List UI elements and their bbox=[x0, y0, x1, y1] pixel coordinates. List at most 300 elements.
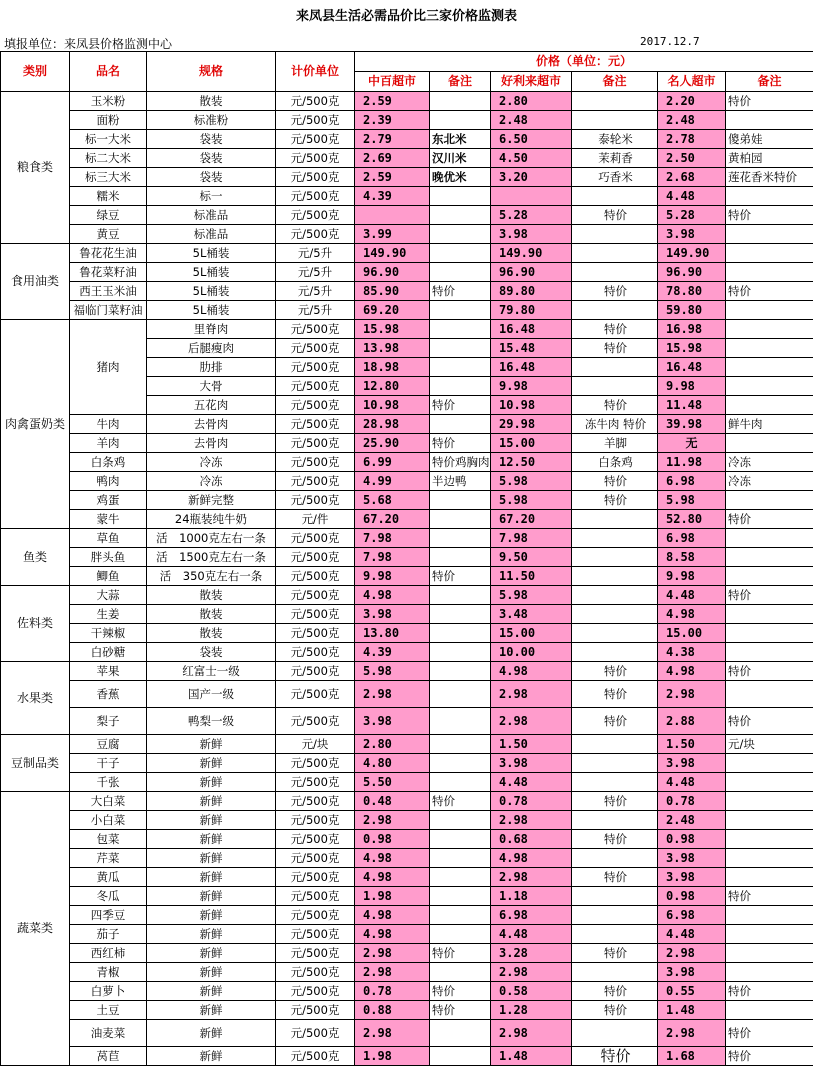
note-store1 bbox=[430, 92, 491, 111]
note-store2 bbox=[572, 510, 658, 529]
table-row bbox=[1, 925, 813, 944]
price-store1: 7.98 bbox=[355, 548, 430, 567]
note-store3: 冷冻 bbox=[726, 472, 813, 491]
item-spec: 新鲜 bbox=[147, 830, 276, 849]
note-store1 bbox=[430, 963, 491, 982]
header-unit: 计价单位 bbox=[276, 52, 355, 92]
item-unit: 元/500克 bbox=[276, 708, 355, 735]
note-store3: 莲花香米特价 bbox=[726, 168, 813, 187]
table-row bbox=[1, 906, 813, 925]
note-store1 bbox=[430, 925, 491, 944]
price-store1: 2.69 bbox=[355, 149, 430, 168]
item-spec: 散装 bbox=[147, 624, 276, 643]
price-store3: 2.98 bbox=[658, 681, 726, 708]
price-store2: 5.98 bbox=[491, 491, 572, 510]
note-store3: 特价 bbox=[726, 708, 813, 735]
note-store2 bbox=[572, 887, 658, 906]
item-unit: 元/500克 bbox=[276, 168, 355, 187]
price-store1: 18.98 bbox=[355, 358, 430, 377]
price-store3: 16.48 bbox=[658, 358, 726, 377]
item-spec: 散装 bbox=[147, 605, 276, 624]
item-spec: 新鲜 bbox=[147, 792, 276, 811]
item-unit: 元/500克 bbox=[276, 472, 355, 491]
item-unit: 元/500克 bbox=[276, 925, 355, 944]
price-store1: 3.98 bbox=[355, 605, 430, 624]
table-row bbox=[1, 708, 813, 735]
category-cell: 佐料类 bbox=[1, 586, 70, 662]
note-store1 bbox=[430, 735, 491, 754]
note-store1: 晚优米 bbox=[430, 168, 491, 187]
note-store3: 黄柏园 bbox=[726, 149, 813, 168]
note-store3 bbox=[726, 811, 813, 830]
category-cell: 食用油类 bbox=[1, 244, 70, 320]
note-store3: 元/块 bbox=[726, 735, 813, 754]
table-row bbox=[1, 1047, 813, 1066]
note-store1 bbox=[430, 206, 491, 225]
table-row bbox=[1, 754, 813, 773]
price-store2: 4.98 bbox=[491, 662, 572, 681]
price-store3: 9.98 bbox=[658, 377, 726, 396]
note-store1 bbox=[430, 225, 491, 244]
table-row bbox=[1, 944, 813, 963]
price-store1: 2.98 bbox=[355, 681, 430, 708]
price-store3: 1.50 bbox=[658, 735, 726, 754]
price-store1: 9.98 bbox=[355, 567, 430, 586]
item-name: 西王玉米油 bbox=[70, 282, 147, 301]
price-store3: 2.98 bbox=[658, 944, 726, 963]
item-name: 包菜 bbox=[70, 830, 147, 849]
price-store3: 3.98 bbox=[658, 225, 726, 244]
item-name: 福临门菜籽油 bbox=[70, 301, 147, 320]
note-store3 bbox=[726, 339, 813, 358]
table-row bbox=[1, 187, 813, 206]
note-store1 bbox=[430, 906, 491, 925]
note-store2 bbox=[572, 735, 658, 754]
item-spec: 五花肉 bbox=[147, 396, 276, 415]
note-store2 bbox=[572, 963, 658, 982]
table-row bbox=[1, 963, 813, 982]
item-name: 茄子 bbox=[70, 925, 147, 944]
price-store3: 11.98 bbox=[658, 453, 726, 472]
note-store3 bbox=[726, 434, 813, 453]
note-store3 bbox=[726, 681, 813, 708]
note-store1 bbox=[430, 811, 491, 830]
item-unit: 元/500克 bbox=[276, 548, 355, 567]
category-cell: 粮食类 bbox=[1, 92, 70, 244]
price-store2: 12.50 bbox=[491, 453, 572, 472]
price-store1: 2.98 bbox=[355, 944, 430, 963]
price-store1: 3.98 bbox=[355, 708, 430, 735]
price-store2: 16.48 bbox=[491, 320, 572, 339]
price-store3: 149.90 bbox=[658, 244, 726, 263]
note-store1 bbox=[430, 510, 491, 529]
table-row bbox=[1, 529, 813, 548]
price-store1: 2.59 bbox=[355, 92, 430, 111]
header-note2: 备注 bbox=[572, 72, 658, 92]
note-store2 bbox=[572, 225, 658, 244]
item-unit: 元/500克 bbox=[276, 453, 355, 472]
note-store3 bbox=[726, 301, 813, 320]
table-row bbox=[1, 453, 813, 472]
item-name: 冬瓜 bbox=[70, 887, 147, 906]
price-store2: 3.98 bbox=[491, 225, 572, 244]
price-store1: 7.98 bbox=[355, 529, 430, 548]
table-row bbox=[1, 735, 813, 754]
price-store1: 4.98 bbox=[355, 586, 430, 605]
price-store1: 1.98 bbox=[355, 887, 430, 906]
item-spec: 新鲜 bbox=[147, 1047, 276, 1066]
note-store1 bbox=[430, 244, 491, 263]
price-store1: 13.80 bbox=[355, 624, 430, 643]
item-spec: 活 350克左右一条 bbox=[147, 567, 276, 586]
note-store2 bbox=[572, 244, 658, 263]
item-unit: 元/500克 bbox=[276, 643, 355, 662]
item-unit: 元/500克 bbox=[276, 773, 355, 792]
price-store3: 无 bbox=[658, 434, 726, 453]
note-store3 bbox=[726, 111, 813, 130]
item-unit: 元/500克 bbox=[276, 187, 355, 206]
item-spec: 袋装 bbox=[147, 168, 276, 187]
price-store3: 8.58 bbox=[658, 548, 726, 567]
header-store2: 好利来超市 bbox=[491, 72, 572, 92]
item-unit: 元/500克 bbox=[276, 111, 355, 130]
price-store1: 2.39 bbox=[355, 111, 430, 130]
price-store2: 10.00 bbox=[491, 643, 572, 662]
table-row bbox=[1, 225, 813, 244]
item-unit: 元/块 bbox=[276, 735, 355, 754]
table-row bbox=[1, 887, 813, 906]
price-store1: 2.80 bbox=[355, 735, 430, 754]
note-store2 bbox=[572, 906, 658, 925]
price-store2: 11.50 bbox=[491, 567, 572, 586]
price-store1 bbox=[355, 206, 430, 225]
price-store1: 10.98 bbox=[355, 396, 430, 415]
note-store2 bbox=[572, 586, 658, 605]
item-spec: 去骨肉 bbox=[147, 415, 276, 434]
note-store1: 特价鸡胸肉 bbox=[430, 453, 491, 472]
item-unit: 元/500克 bbox=[276, 754, 355, 773]
table-row bbox=[1, 868, 813, 887]
note-store3 bbox=[726, 548, 813, 567]
item-spec: 新鲜 bbox=[147, 811, 276, 830]
header-store1: 中百超市 bbox=[355, 72, 430, 92]
note-store3: 特价 bbox=[726, 92, 813, 111]
price-store1: 12.80 bbox=[355, 377, 430, 396]
item-name: 白萝卜 bbox=[70, 982, 147, 1001]
price-store3: 2.48 bbox=[658, 111, 726, 130]
price-store3: 15.98 bbox=[658, 339, 726, 358]
subcategory-cell: 猪肉 bbox=[70, 320, 147, 415]
note-store1 bbox=[430, 358, 491, 377]
price-store2: 15.48 bbox=[491, 339, 572, 358]
price-store3: 6.98 bbox=[658, 472, 726, 491]
price-store3: 0.55 bbox=[658, 982, 726, 1001]
item-unit: 元/500克 bbox=[276, 963, 355, 982]
item-name: 油麦菜 bbox=[70, 1020, 147, 1047]
note-store1 bbox=[430, 624, 491, 643]
note-store3 bbox=[726, 491, 813, 510]
item-unit: 元/500克 bbox=[276, 1047, 355, 1066]
item-name: 西红柿 bbox=[70, 944, 147, 963]
item-spec: 5L桶装 bbox=[147, 244, 276, 263]
item-unit: 元/500克 bbox=[276, 225, 355, 244]
price-store1: 5.50 bbox=[355, 773, 430, 792]
category-cell: 水果类 bbox=[1, 662, 70, 735]
note-store2: 特价 bbox=[572, 708, 658, 735]
note-store2: 特价 bbox=[572, 282, 658, 301]
item-spec: 新鲜 bbox=[147, 1001, 276, 1020]
note-store1: 半边鸭 bbox=[430, 472, 491, 491]
item-spec: 新鲜 bbox=[147, 735, 276, 754]
note-store1 bbox=[430, 491, 491, 510]
note-store1: 特价 bbox=[430, 396, 491, 415]
item-spec: 24瓶装纯牛奶 bbox=[147, 510, 276, 529]
note-store1: 汉川米 bbox=[430, 149, 491, 168]
price-store1: 4.98 bbox=[355, 849, 430, 868]
table-body bbox=[1, 92, 813, 1066]
note-store1 bbox=[430, 377, 491, 396]
item-spec: 里脊肉 bbox=[147, 320, 276, 339]
item-unit: 元/500克 bbox=[276, 887, 355, 906]
item-unit: 元/500克 bbox=[276, 339, 355, 358]
price-store1: 15.98 bbox=[355, 320, 430, 339]
note-store1 bbox=[430, 643, 491, 662]
note-store1: 特价 bbox=[430, 792, 491, 811]
item-spec: 袋装 bbox=[147, 130, 276, 149]
table-row bbox=[1, 130, 813, 149]
note-store2 bbox=[572, 92, 658, 111]
reporting-unit: 填报单位：来凤县价格监测中心 bbox=[4, 37, 173, 51]
price-store3: 4.48 bbox=[658, 925, 726, 944]
price-store2: 0.68 bbox=[491, 830, 572, 849]
price-store3: 16.98 bbox=[658, 320, 726, 339]
item-unit: 元/500克 bbox=[276, 792, 355, 811]
price-store3: 6.98 bbox=[658, 529, 726, 548]
item-unit: 元/500克 bbox=[276, 681, 355, 708]
note-store1 bbox=[430, 754, 491, 773]
note-store2: 特价 bbox=[572, 792, 658, 811]
note-store3 bbox=[726, 754, 813, 773]
note-store3 bbox=[726, 944, 813, 963]
price-store2: 2.80 bbox=[491, 92, 572, 111]
price-store3: 4.48 bbox=[658, 773, 726, 792]
note-store2 bbox=[572, 605, 658, 624]
item-name: 胖头鱼 bbox=[70, 548, 147, 567]
note-store2 bbox=[572, 358, 658, 377]
price-store2 bbox=[491, 187, 572, 206]
table-row bbox=[1, 681, 813, 708]
note-store2 bbox=[572, 773, 658, 792]
table-row bbox=[1, 1001, 813, 1020]
note-store3: 特价 bbox=[726, 586, 813, 605]
item-name: 黄豆 bbox=[70, 225, 147, 244]
note-store2 bbox=[572, 529, 658, 548]
item-unit: 元/500克 bbox=[276, 358, 355, 377]
item-name: 鸭肉 bbox=[70, 472, 147, 491]
price-store1: 6.99 bbox=[355, 453, 430, 472]
item-unit: 元/500克 bbox=[276, 92, 355, 111]
table-row bbox=[1, 605, 813, 624]
note-store3 bbox=[726, 377, 813, 396]
item-unit: 元/500克 bbox=[276, 982, 355, 1001]
note-store2: 茉莉香 bbox=[572, 149, 658, 168]
item-name: 豆腐 bbox=[70, 735, 147, 754]
item-unit: 元/500克 bbox=[276, 811, 355, 830]
note-store2: 特价 bbox=[572, 1001, 658, 1020]
item-unit: 元/500克 bbox=[276, 868, 355, 887]
item-spec: 新鲜完整 bbox=[147, 491, 276, 510]
item-unit: 元/500克 bbox=[276, 415, 355, 434]
price-store2: 3.48 bbox=[491, 605, 572, 624]
item-spec: 后腿瘦肉 bbox=[147, 339, 276, 358]
price-store2: 6.50 bbox=[491, 130, 572, 149]
price-store3: 5.28 bbox=[658, 206, 726, 225]
report-date: 2017.12.7 bbox=[640, 35, 700, 48]
note-store2 bbox=[572, 301, 658, 320]
note-store1 bbox=[430, 1020, 491, 1047]
price-store1: 0.88 bbox=[355, 1001, 430, 1020]
price-store1: 2.59 bbox=[355, 168, 430, 187]
price-store2: 5.98 bbox=[491, 472, 572, 491]
item-unit: 元/500克 bbox=[276, 624, 355, 643]
item-unit: 元/5升 bbox=[276, 244, 355, 263]
note-store1: 特价 bbox=[430, 567, 491, 586]
item-unit: 元/500克 bbox=[276, 130, 355, 149]
table-row bbox=[1, 830, 813, 849]
price-store2: 89.80 bbox=[491, 282, 572, 301]
price-store2: 15.00 bbox=[491, 624, 572, 643]
price-store2: 2.98 bbox=[491, 963, 572, 982]
price-store1: 4.98 bbox=[355, 925, 430, 944]
item-spec: 新鲜 bbox=[147, 868, 276, 887]
note-store1 bbox=[430, 887, 491, 906]
table-row bbox=[1, 491, 813, 510]
price-store2: 2.98 bbox=[491, 708, 572, 735]
item-name: 鲁花花生油 bbox=[70, 244, 147, 263]
header-note1: 备注 bbox=[430, 72, 491, 92]
header-spec: 规格 bbox=[147, 52, 276, 92]
note-store3: 鲜牛肉 bbox=[726, 415, 813, 434]
table-row bbox=[1, 92, 813, 111]
price-store3: 96.90 bbox=[658, 263, 726, 282]
item-unit: 元/5升 bbox=[276, 263, 355, 282]
note-store3 bbox=[726, 358, 813, 377]
item-spec: 新鲜 bbox=[147, 906, 276, 925]
note-store2 bbox=[572, 1020, 658, 1047]
note-store2 bbox=[572, 754, 658, 773]
price-store2: 2.98 bbox=[491, 868, 572, 887]
price-store2: 3.98 bbox=[491, 754, 572, 773]
note-store2 bbox=[572, 624, 658, 643]
header-store3: 名人超市 bbox=[658, 72, 726, 92]
note-store1 bbox=[430, 681, 491, 708]
header-price-group: 价格（单位：元） bbox=[355, 52, 813, 72]
price-store2: 2.98 bbox=[491, 1020, 572, 1047]
item-name: 大白菜 bbox=[70, 792, 147, 811]
item-name: 白砂糖 bbox=[70, 643, 147, 662]
item-spec: 大骨 bbox=[147, 377, 276, 396]
price-store2: 67.20 bbox=[491, 510, 572, 529]
item-name: 草鱼 bbox=[70, 529, 147, 548]
item-name: 大蒜 bbox=[70, 586, 147, 605]
item-spec: 新鲜 bbox=[147, 1020, 276, 1047]
item-spec: 国产一级 bbox=[147, 681, 276, 708]
item-name: 绿豆 bbox=[70, 206, 147, 225]
item-spec: 散装 bbox=[147, 586, 276, 605]
note-store3 bbox=[726, 906, 813, 925]
note-store3 bbox=[726, 567, 813, 586]
price-store1: 0.98 bbox=[355, 830, 430, 849]
table-row bbox=[1, 548, 813, 567]
header-category: 类别 bbox=[1, 52, 70, 92]
note-store1 bbox=[430, 111, 491, 130]
item-spec: 冷冻 bbox=[147, 453, 276, 472]
table-row bbox=[1, 434, 813, 453]
item-unit: 元/500克 bbox=[276, 567, 355, 586]
price-store1: 2.98 bbox=[355, 1020, 430, 1047]
item-spec: 新鲜 bbox=[147, 925, 276, 944]
item-spec: 5L桶装 bbox=[147, 263, 276, 282]
table-row bbox=[1, 472, 813, 491]
item-spec: 5L桶装 bbox=[147, 301, 276, 320]
price-store2: 1.50 bbox=[491, 735, 572, 754]
note-store3 bbox=[726, 963, 813, 982]
item-unit: 元/5升 bbox=[276, 301, 355, 320]
note-store2 bbox=[572, 548, 658, 567]
note-store3 bbox=[726, 529, 813, 548]
category-cell: 豆制品类 bbox=[1, 735, 70, 792]
item-spec: 标一 bbox=[147, 187, 276, 206]
note-store3 bbox=[726, 849, 813, 868]
item-unit: 元/500克 bbox=[276, 320, 355, 339]
price-store1: 149.90 bbox=[355, 244, 430, 263]
item-unit: 元/500克 bbox=[276, 491, 355, 510]
table-row bbox=[1, 320, 813, 339]
note-store1 bbox=[430, 263, 491, 282]
price-store2: 3.28 bbox=[491, 944, 572, 963]
price-store3: 2.50 bbox=[658, 149, 726, 168]
price-store1: 3.99 bbox=[355, 225, 430, 244]
item-spec: 活 1500克左右一条 bbox=[147, 548, 276, 567]
note-store2: 特价 bbox=[572, 320, 658, 339]
note-store2 bbox=[572, 567, 658, 586]
price-store3: 15.00 bbox=[658, 624, 726, 643]
price-store3: 9.98 bbox=[658, 567, 726, 586]
note-store1 bbox=[430, 605, 491, 624]
item-spec: 新鲜 bbox=[147, 754, 276, 773]
item-name: 四季豆 bbox=[70, 906, 147, 925]
price-store3: 11.48 bbox=[658, 396, 726, 415]
table-row bbox=[1, 510, 813, 529]
price-store3: 39.98 bbox=[658, 415, 726, 434]
price-store1: 4.98 bbox=[355, 906, 430, 925]
note-store3: 特价 bbox=[726, 887, 813, 906]
item-name: 小白菜 bbox=[70, 811, 147, 830]
price-store1: 0.48 bbox=[355, 792, 430, 811]
price-store3: 78.80 bbox=[658, 282, 726, 301]
price-store2: 29.98 bbox=[491, 415, 572, 434]
table-row bbox=[1, 624, 813, 643]
table-row bbox=[1, 1020, 813, 1047]
table-row bbox=[1, 567, 813, 586]
item-spec: 活 1000克左右一条 bbox=[147, 529, 276, 548]
price-store3: 5.98 bbox=[658, 491, 726, 510]
note-store3: 冷冻 bbox=[726, 453, 813, 472]
note-store1 bbox=[430, 868, 491, 887]
price-store2: 0.58 bbox=[491, 982, 572, 1001]
note-store1 bbox=[430, 301, 491, 320]
note-store2: 白条鸡 bbox=[572, 453, 658, 472]
